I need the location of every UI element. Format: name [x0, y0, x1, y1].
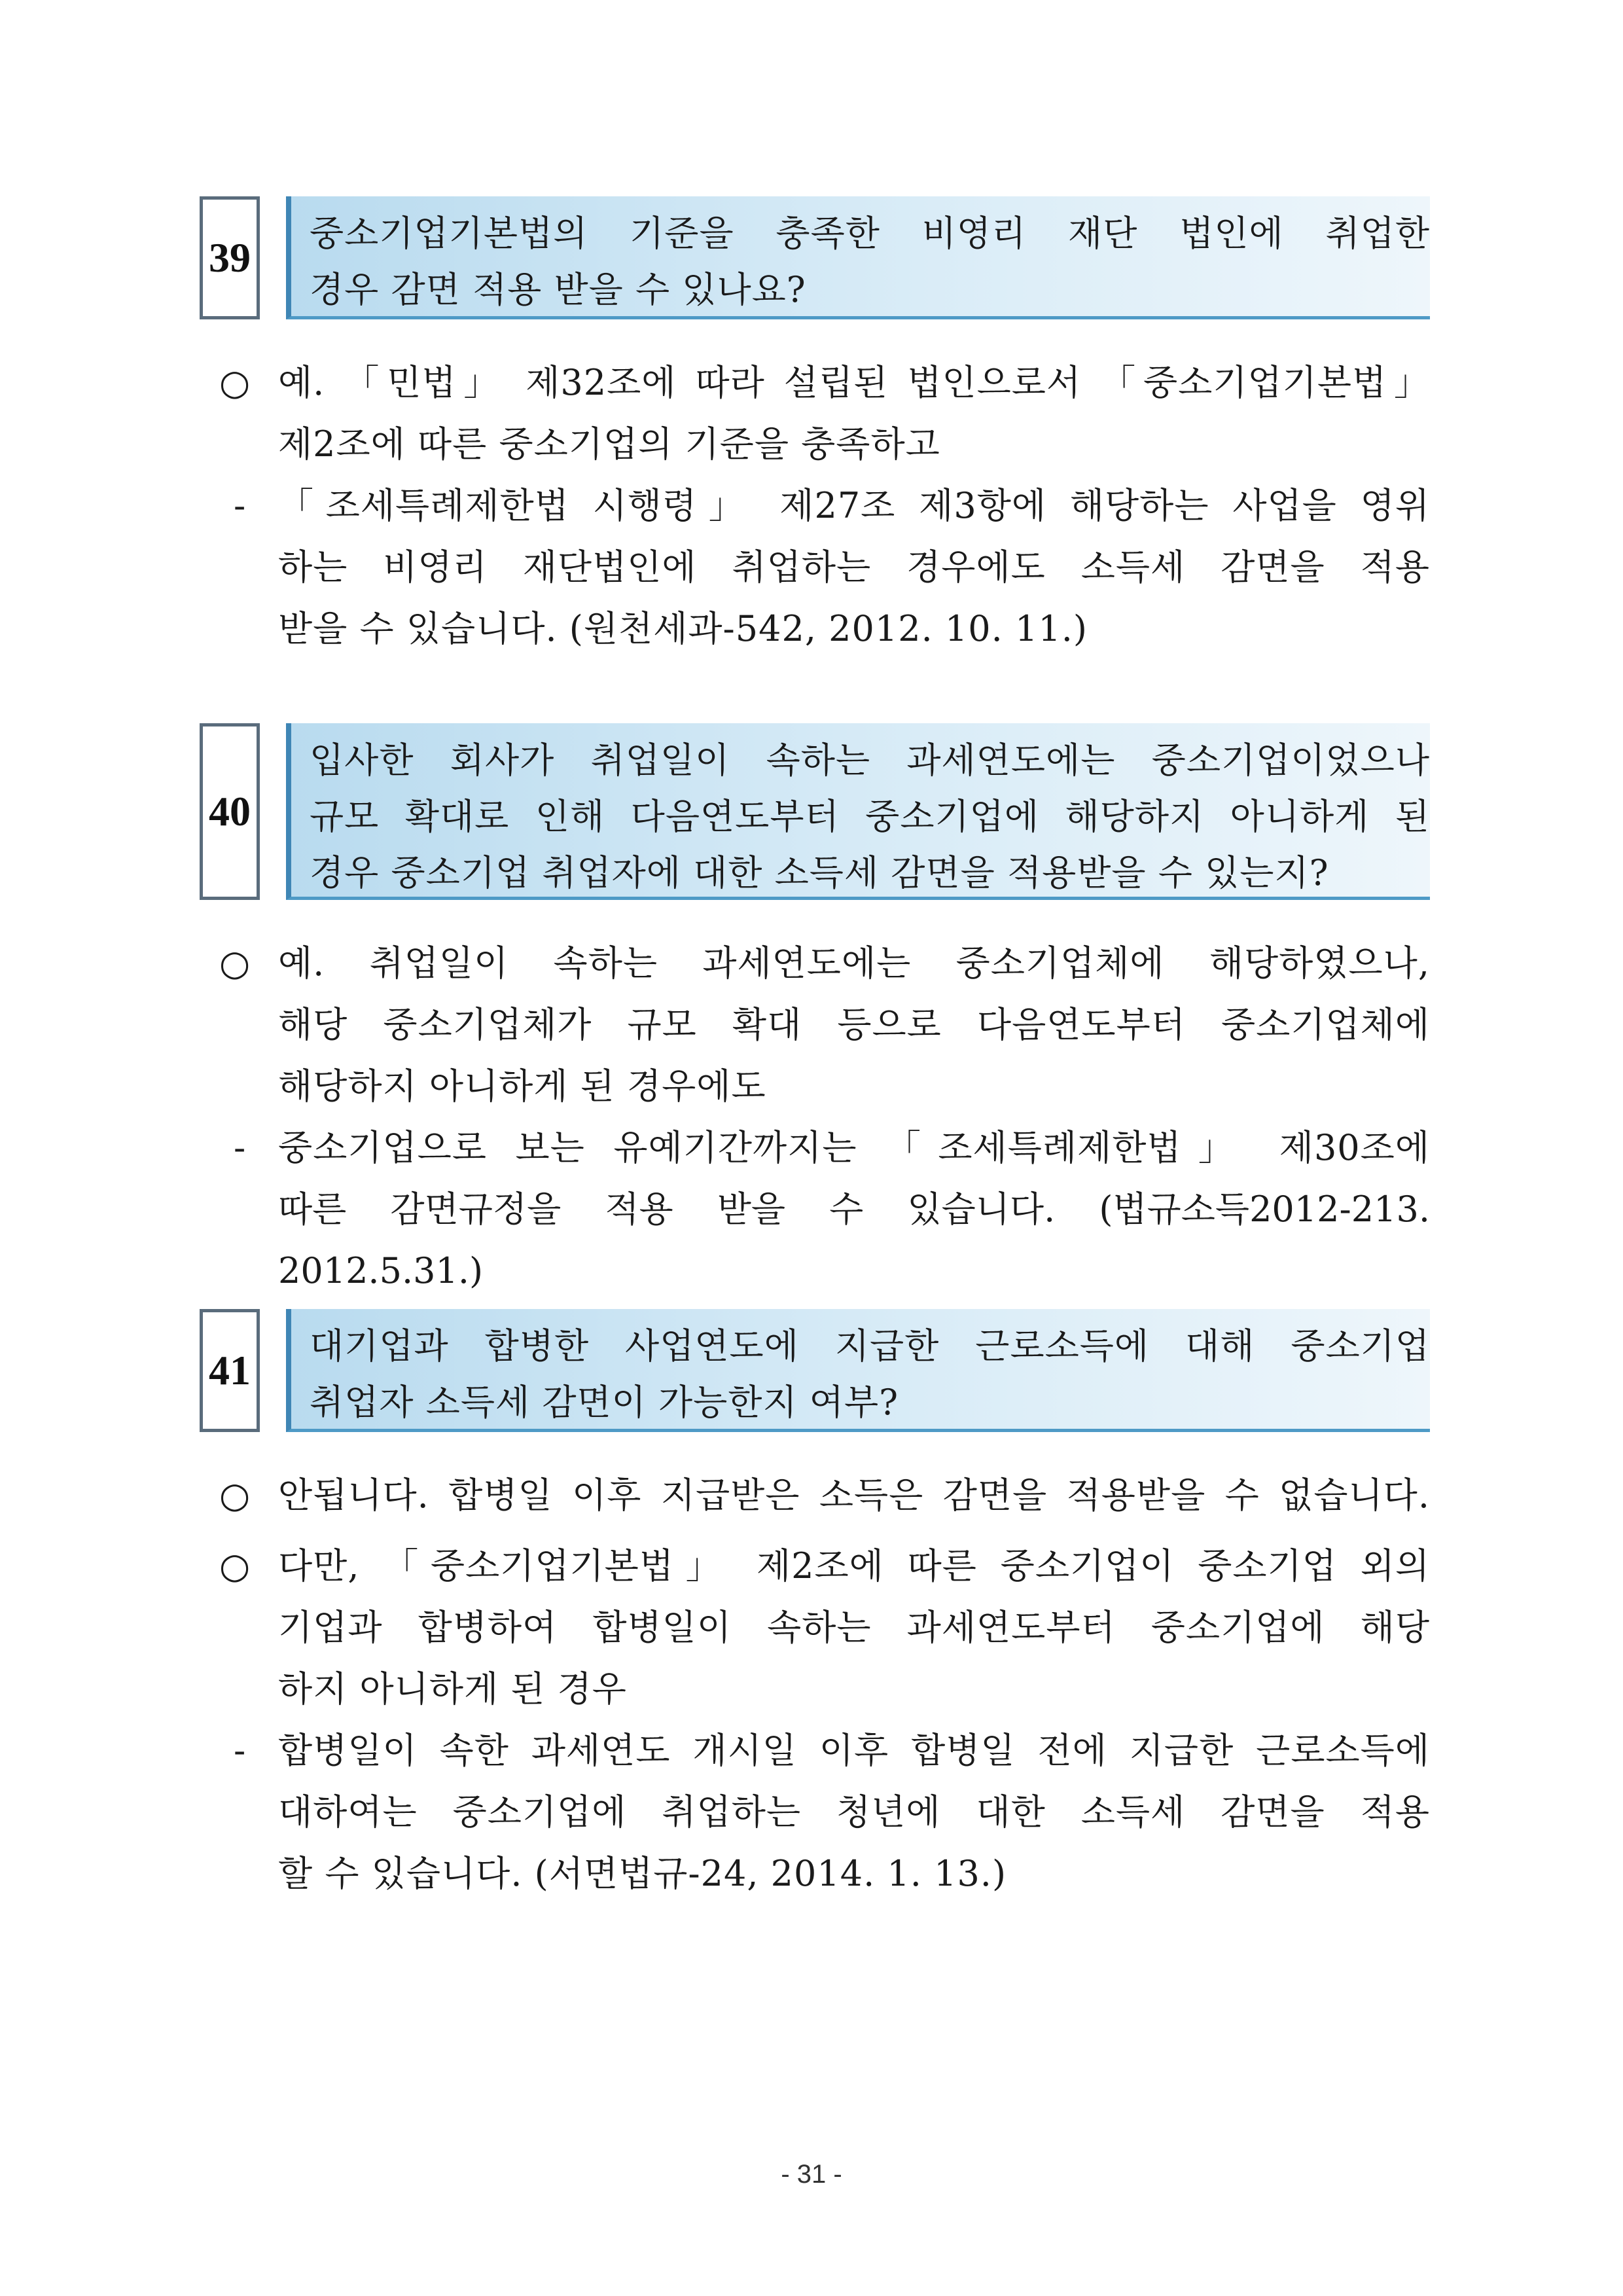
- question-text: [286, 1309, 1430, 1432]
- answer-line: 「조세특례제한법 시행령」 제27조 제3항에 해당하는 사업을 영위: [278, 485, 1430, 526]
- question-line: 규모 확대로 인해 다음연도부터 중소기업에 해당하지 아니하게 된: [310, 796, 1430, 837]
- question-number: 40: [200, 723, 260, 900]
- question-line: 입사한 회사가 취업일이 속하는 과세연도에는 중소기업이었으나: [310, 740, 1430, 781]
- answer-line: 예. 「민법」 제32조에 따라 설립된 법인으로서 「중소기업기본법」: [278, 362, 1430, 403]
- answer-block: [200, 352, 1430, 660]
- answer-line: 하는 비영리 재단법인에 취업하는 경우에도 소득세 감면을 적용: [278, 547, 1430, 588]
- qa-39: [200, 196, 1430, 649]
- question-line: 경우 중소기업 취업자에 대한 소득세 감면을 적용받을 수 있는지?: [310, 852, 1329, 893]
- question-box: [200, 196, 1430, 319]
- answer-line: 중소기업으로 보는 유예기간까지는 「조세특례제한법」 제30조에: [278, 1127, 1430, 1168]
- circle-bullet-icon: ○: [219, 1475, 251, 1516]
- answer-subitem: [200, 1720, 1430, 1905]
- answer-line: 다만, 「중소기업기본법」 제2조에 따른 중소기업이 중소기업 외의: [278, 1545, 1430, 1587]
- answer-item: [200, 1465, 1430, 1526]
- dash-bullet-icon: -: [234, 1730, 247, 1771]
- answer-subitem: [200, 475, 1430, 660]
- qa-41: [200, 1309, 1430, 1894]
- answer-line: 안됩니다. 합병일 이후 지급받은 소득은 감면을 적용받을 수 없습니다.: [278, 1475, 1430, 1516]
- question-box: [200, 723, 1430, 900]
- question-line: 대기업과 합병한 사업연도에 지급한 근로소득에 대해 중소기업: [310, 1325, 1430, 1367]
- answer-line: 합병일이 속한 과세연도 개시일 이후 합병일 전에 지급한 근로소득에: [278, 1730, 1430, 1771]
- circle-bullet-icon: ○: [219, 362, 251, 403]
- question-text: [286, 723, 1430, 900]
- circle-bullet-icon: ○: [219, 942, 251, 984]
- answer-item: [200, 352, 1430, 475]
- answer-line: 하지 아니하게 된 경우: [278, 1668, 627, 1710]
- question-text: [286, 196, 1430, 319]
- answer-block: [200, 933, 1430, 1302]
- dash-bullet-icon: -: [234, 485, 247, 526]
- answer-line: 해당 중소기업체가 규모 확대 등으로 다음연도부터 중소기업체에: [278, 1004, 1430, 1045]
- answer-line: 기업과 합병하여 합병일이 속하는 과세연도부터 중소기업에 해당: [278, 1607, 1430, 1648]
- answer-item: [200, 933, 1430, 1117]
- answer-line: 따른 감면규정을 적용 받을 수 있습니다. (법규소득2012-213. 2012.5.31.): [278, 1189, 1430, 1291]
- answer-line: 할 수 있습니다. (서면법규-24, 2014. 1. 13.): [278, 1853, 1007, 1894]
- circle-bullet-icon: ○: [219, 1545, 251, 1587]
- question-box: [200, 1309, 1430, 1432]
- answer-line: 대하여는 중소기업에 취업하는 청년에 대한 소득세 감면을 적용: [278, 1791, 1430, 1833]
- answer-line: 해당하지 아니하게 된 경우에도: [278, 1066, 766, 1107]
- answer-subitem: [200, 1117, 1430, 1302]
- answer-line: 제2조에 따른 중소기업의 기준을 충족하고: [278, 423, 940, 465]
- dash-bullet-icon: -: [234, 1127, 247, 1168]
- question-line: 중소기업기본법의 기준을 충족한 비영리 재단 법인에 취업한: [310, 213, 1430, 254]
- answer-line: 받을 수 있습니다. (원천세과-542, 2012. 10. 11.): [278, 608, 1088, 649]
- page-number: - 31 -: [781, 2160, 842, 2189]
- qa-40: [200, 723, 1430, 1291]
- answer-block: [200, 1465, 1430, 1905]
- question-number: 41: [200, 1309, 260, 1432]
- answer-item: [200, 1535, 1430, 1720]
- question-line: 취업자 소득세 감면이 가능한지 여부?: [310, 1382, 899, 1423]
- answer-line: 예. 취업일이 속하는 과세연도에는 중소기업체에 해당하였으나,: [278, 942, 1430, 984]
- question-number: 39: [200, 196, 260, 319]
- question-line: 경우 감면 적용 받을 수 있나요?: [310, 269, 806, 310]
